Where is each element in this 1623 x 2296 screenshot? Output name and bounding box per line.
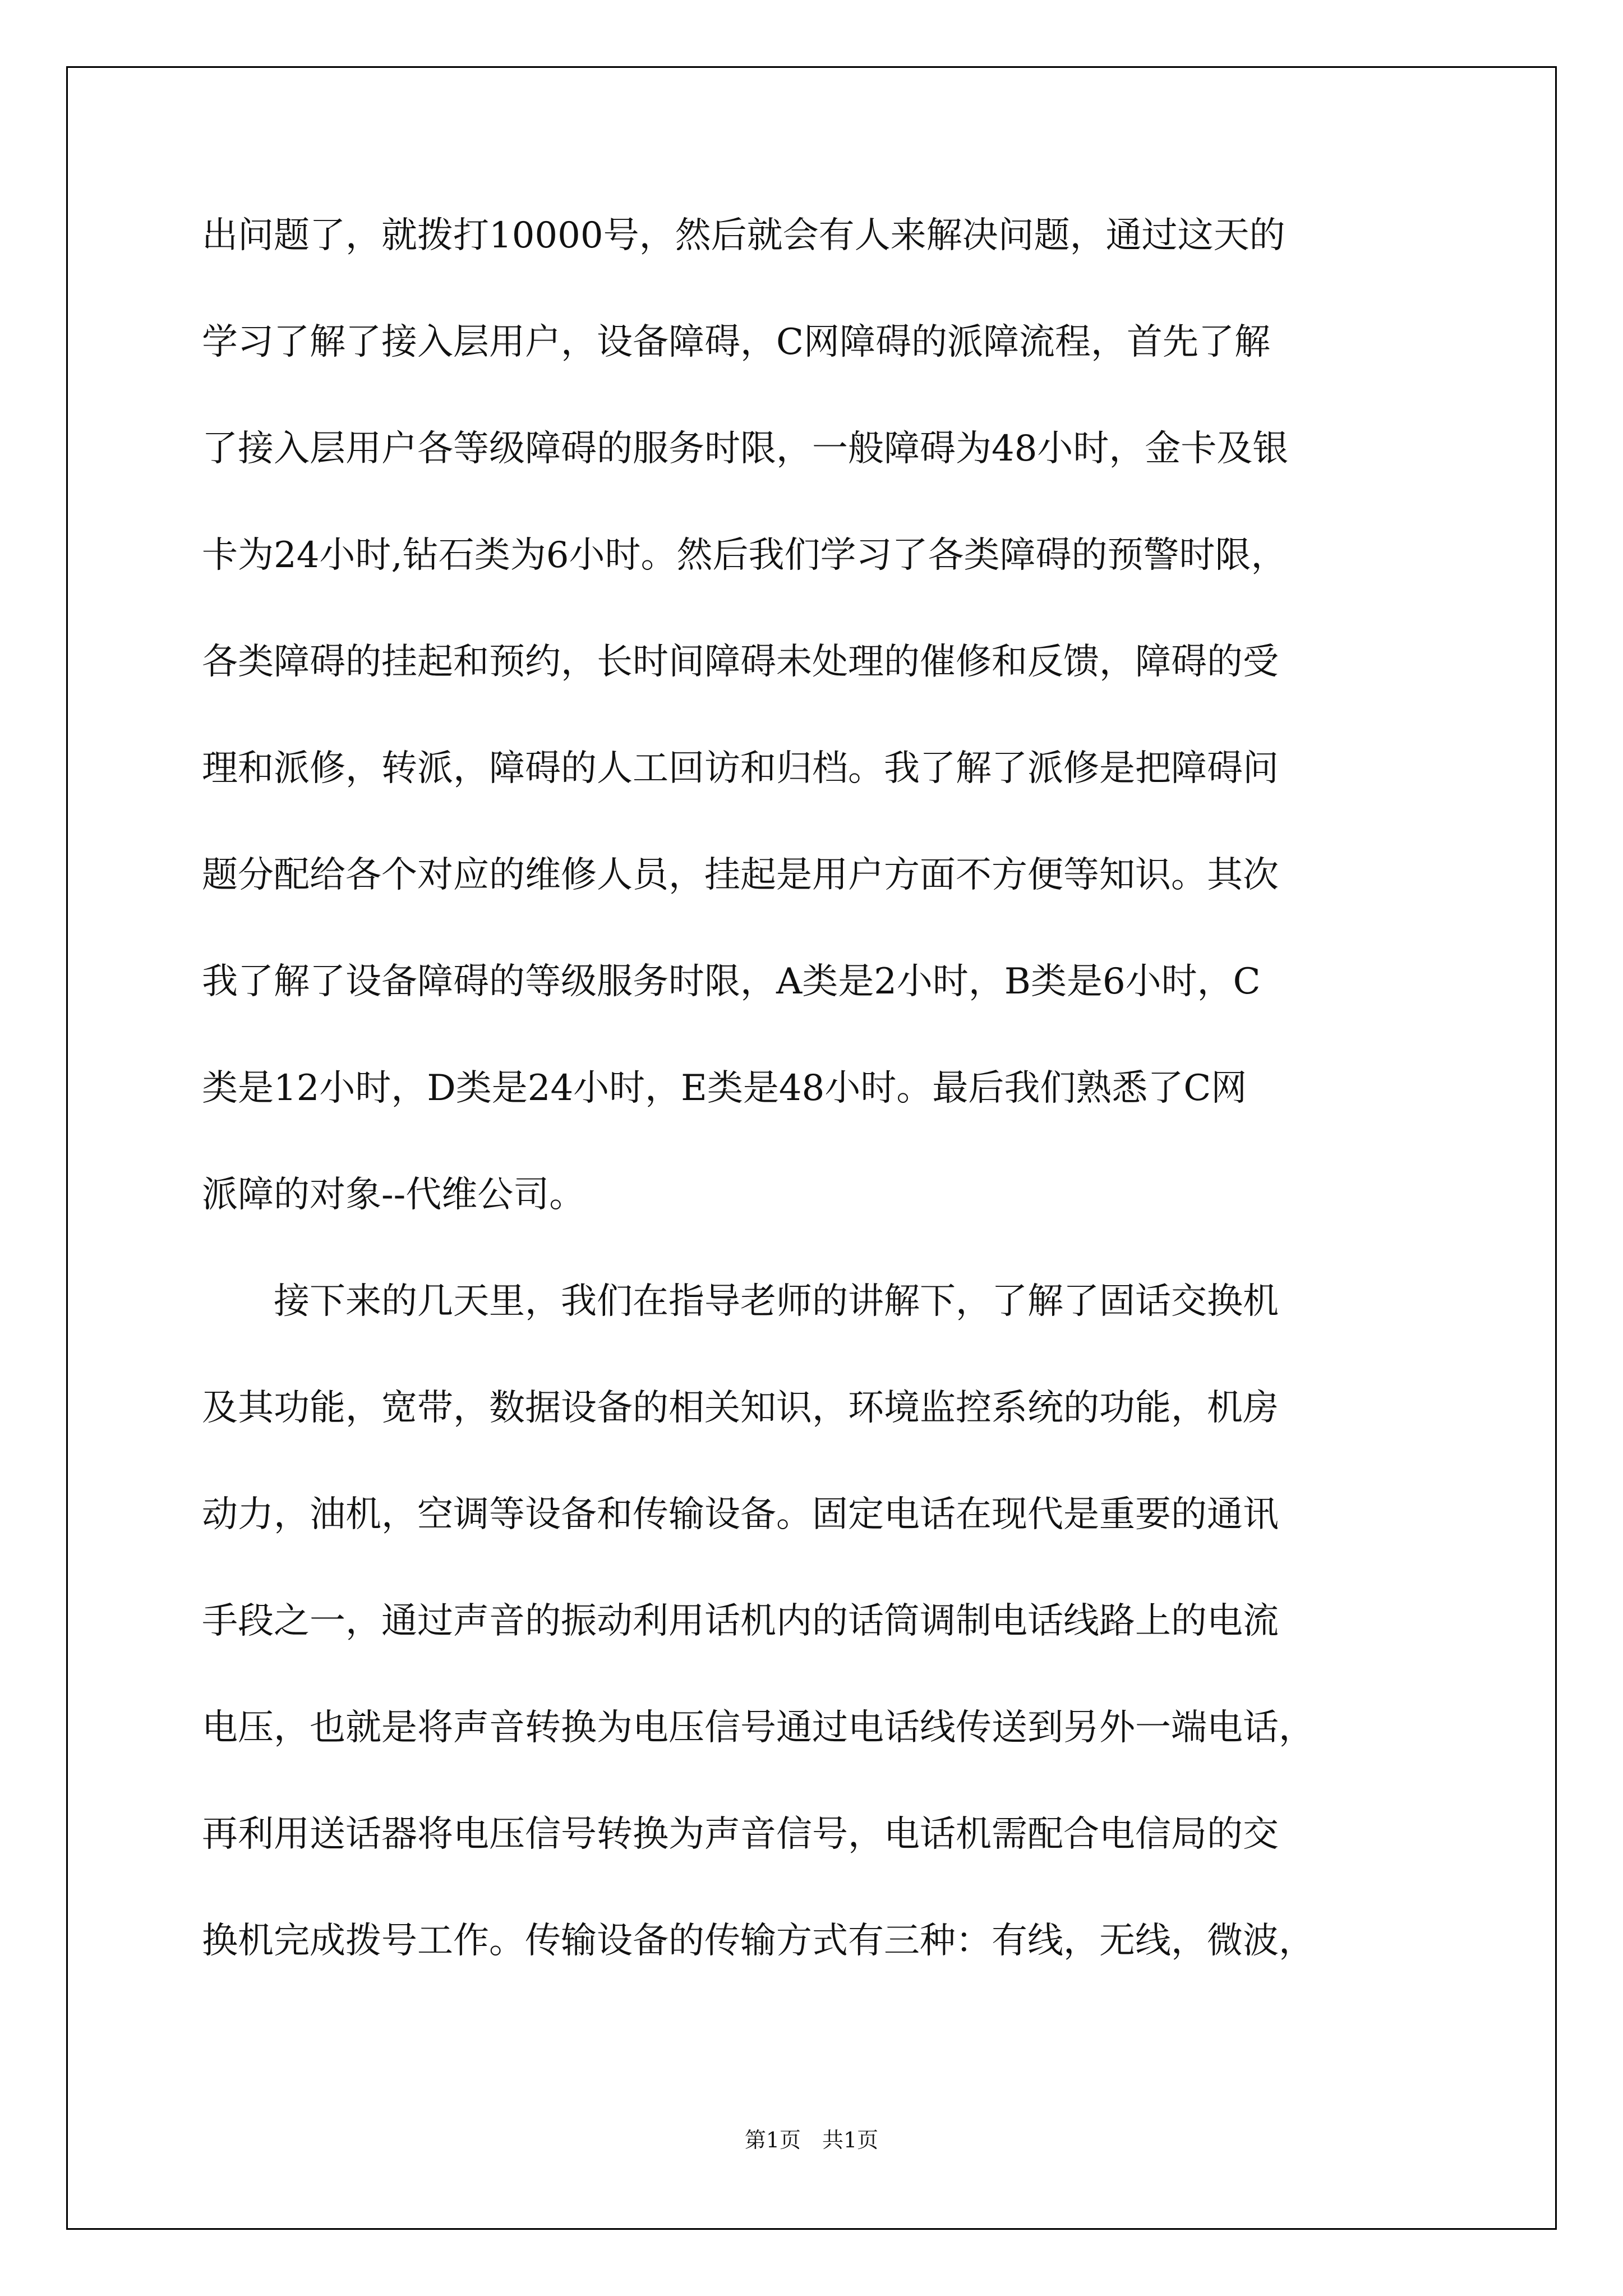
- text-line: 电压，也就是将声音转换为电压信号通过电话线传送到另外一端电话，: [202, 1707, 1315, 1749]
- text-line: 卡为24小时,钻石类为6小时。然后我们学习了各类障碍的预警时限，: [202, 535, 1287, 576]
- text-line: 出问题了，就拨打10000号，然后就会有人来解决问题，通过这天的: [202, 215, 1285, 256]
- text-line: 手段之一，通过声音的振动利用话机内的话筒调制电话线路上的电流: [202, 1600, 1279, 1642]
- text-line: 再利用送话器将电压信号转换为声音信号，电话机需配合电信局的交: [202, 1814, 1279, 1855]
- text-line: 我了解了设备障碍的等级服务时限，A类是2小时，B类是6小时，C: [202, 961, 1261, 1002]
- text-line: 各类障碍的挂起和预约，长时间障碍未处理的催修和反馈，障碍的受: [202, 641, 1279, 683]
- text-line: 接下来的几天里，我们在指导老师的讲解下，了解了固话交换机: [202, 1281, 1279, 1322]
- text-line: 类是12小时，D类是24小时，E类是48小时。最后我们熟悉了C网: [202, 1068, 1247, 1109]
- page-border: [66, 66, 1557, 2230]
- text-line: 及其功能，宽带，数据设备的相关知识，环境监控系统的功能，机房: [202, 1387, 1279, 1429]
- text-line: 了接入层用户各等级障碍的服务时限，一般障碍为48小时，金卡及银: [202, 428, 1289, 470]
- text-line: 动力，油机，空调等设备和传输设备。固定电话在现代是重要的通讯: [202, 1494, 1279, 1535]
- text-line: 换机完成拨号工作。传输设备的传输方式有三种：有线，无线，微波，: [202, 1920, 1315, 1962]
- text-line: 理和派修，转派，障碍的人工回访和归档。我了解了派修是把障碍问: [202, 748, 1279, 789]
- text-line: 派障的对象--代维公司。: [202, 1174, 585, 1216]
- page-footer: 第1页 共1页: [744, 2128, 879, 2152]
- text-line: 题分配给各个对应的维修人员，挂起是用户方面不方便等知识。其次: [202, 854, 1279, 896]
- text-line: 学习了解了接入层用户，设备障碍，C网障碍的派障流程，首先了解: [202, 321, 1270, 363]
